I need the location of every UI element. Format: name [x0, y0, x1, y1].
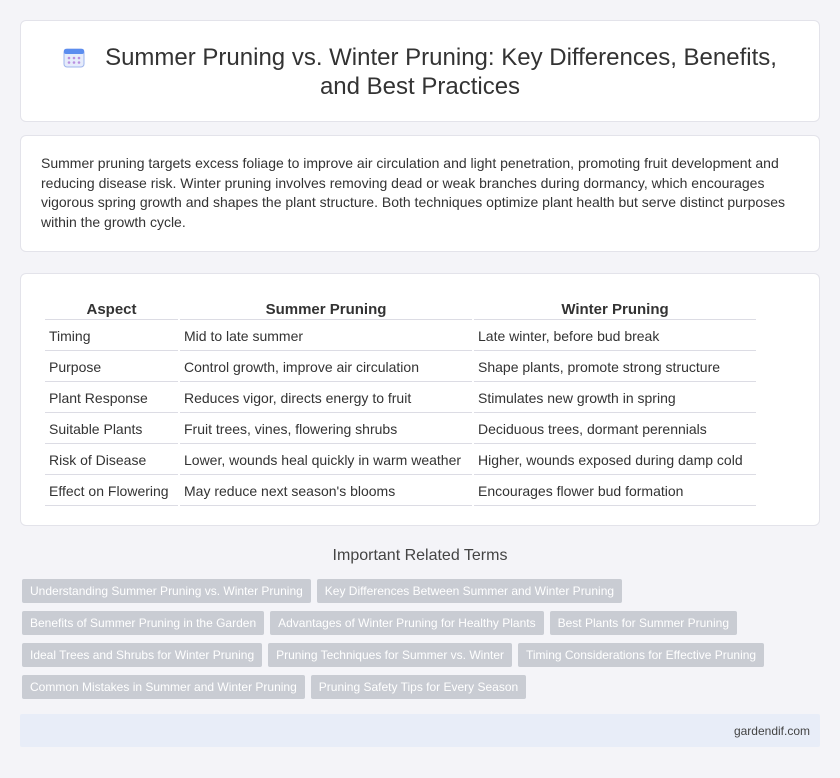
table-row: [45, 415, 756, 444]
page-title-text: Summer Pruning vs. Winter Pruning: Key Differences, Benefits, and Best Practices: [105, 44, 777, 100]
table-row: [45, 384, 756, 413]
header-aspect: Aspect: [45, 298, 178, 320]
related-tag-link[interactable]: Key Differences Between Summer and Winter Pruning: [317, 579, 622, 603]
tag-row: [22, 579, 822, 611]
cell-aspect: Effect on Flowering: [45, 477, 178, 506]
header-summer-pruning: Summer Pruning: [180, 298, 472, 320]
cell-summer: Reduces vigor, directs energy to fruit: [180, 384, 472, 413]
tag-row: [22, 643, 822, 675]
cell-summer: Fruit trees, vines, flowering shrubs: [180, 415, 472, 444]
table-row: [45, 322, 756, 351]
footer-site-link[interactable]: gardendif.com: [733, 724, 810, 738]
table-row: [45, 353, 756, 382]
cell-aspect: Risk of Disease: [45, 446, 178, 475]
header-winter-pruning: Winter Pruning: [474, 298, 756, 320]
related-tag-link[interactable]: Understanding Summer Pruning vs. Winter Pruning: [22, 579, 311, 603]
comparison-table: [43, 296, 758, 508]
cell-summer: May reduce next season's blooms: [180, 477, 472, 506]
title-wrap: [41, 43, 799, 101]
table-header-row: [45, 298, 756, 320]
related-tags: [22, 579, 822, 707]
tag-row: [22, 675, 822, 707]
calendar-icon: [63, 46, 85, 68]
cell-summer: Mid to late summer: [180, 322, 472, 351]
related-tag-link[interactable]: Common Mistakes in Summer and Winter Pruning: [22, 675, 305, 699]
footer: [20, 714, 820, 747]
cell-aspect: Plant Response: [45, 384, 178, 413]
related-tag-link[interactable]: Ideal Trees and Shrubs for Winter Pruning: [22, 643, 262, 667]
cell-winter: Late winter, before bud break: [474, 322, 756, 351]
tag-row: [22, 611, 822, 643]
cell-summer: Control growth, improve air circulation: [180, 353, 472, 382]
related-terms-title: Important Related Terms: [332, 547, 508, 564]
comparison-table-card: [20, 273, 820, 526]
related-tag-link[interactable]: Timing Considerations for Effective Pruning: [518, 643, 764, 667]
table-row: [45, 446, 756, 475]
related-tag-link[interactable]: Pruning Techniques for Summer vs. Winter: [268, 643, 512, 667]
related-tag-link[interactable]: Advantages of Winter Pruning for Healthy Plants: [270, 611, 543, 635]
intro-paragraph: Summer pruning targets excess foliage to improve air circulation and light penetration, promoting fruit development and reducing disease risk. Winter pruning involves removing dead or weak branches during dormancy, which encourages vigorous spring growth and shapes the plant structure. Both techniques optimize plant health but serve distinct purposes within the growth cycle.: [41, 155, 785, 230]
intro-card: [20, 135, 820, 252]
cell-winter: Shape plants, promote strong structure: [474, 353, 756, 382]
cell-aspect: Purpose: [45, 353, 178, 382]
cell-winter: Stimulates new growth in spring: [474, 384, 756, 413]
cell-winter: Deciduous trees, dormant perennials: [474, 415, 756, 444]
header-card: [20, 20, 820, 122]
cell-summer: Lower, wounds heal quickly in warm weather: [180, 446, 472, 475]
related-tag-link[interactable]: Benefits of Summer Pruning in the Garden: [22, 611, 264, 635]
cell-aspect: Suitable Plants: [45, 415, 178, 444]
cell-winter: Higher, wounds exposed during damp cold: [474, 446, 756, 475]
page-title: [41, 43, 799, 101]
related-tag-link[interactable]: Best Plants for Summer Pruning: [550, 611, 737, 635]
cell-winter: Encourages flower bud formation: [474, 477, 756, 506]
related-tag-link[interactable]: Pruning Safety Tips for Every Season: [311, 675, 526, 699]
cell-aspect: Timing: [45, 322, 178, 351]
table-row: [45, 477, 756, 506]
